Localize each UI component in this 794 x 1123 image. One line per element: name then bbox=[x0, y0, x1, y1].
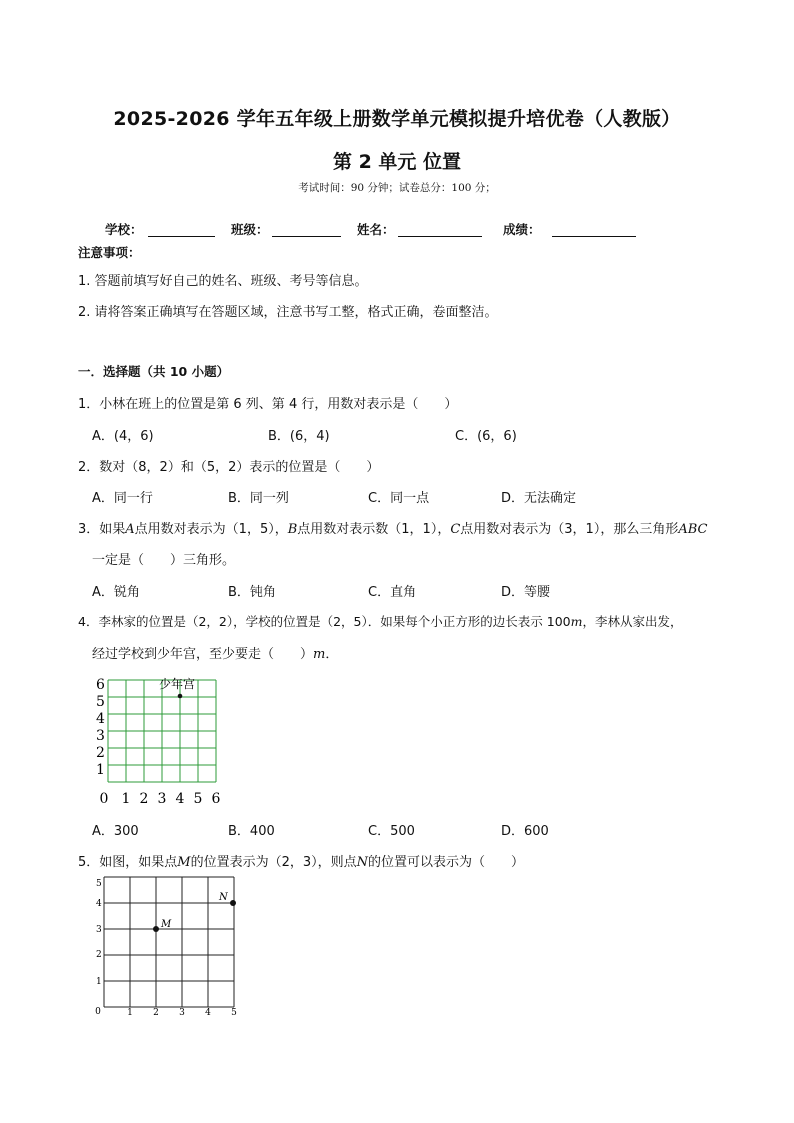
q4-option-b[interactable]: B．400 bbox=[228, 824, 275, 839]
class-blank[interactable] bbox=[272, 236, 341, 237]
y-tick: 1 bbox=[96, 762, 105, 778]
y-tick: 4 bbox=[96, 899, 102, 909]
youth-palace-label: 少年宫 bbox=[159, 677, 196, 691]
q4-x-ticks bbox=[100, 791, 221, 807]
x-tick: 3 bbox=[179, 1008, 185, 1018]
triangle-label: ABC bbox=[678, 522, 708, 537]
question-4-stem: 4．李林家的位置是（2，2），学校的位置是（2，5）．如果每个小正方形的边长表示 100m，李林从家出发， bbox=[78, 614, 683, 629]
point-c-label: C bbox=[450, 522, 461, 537]
q4-option-d[interactable]: D．600 bbox=[501, 824, 549, 839]
question-4-stem-line2: 经过学校到少年宫，至少要走（ ）m． bbox=[92, 647, 339, 662]
name-blank[interactable] bbox=[398, 236, 482, 237]
x-tick: 4 bbox=[175, 791, 185, 807]
q2-option-c[interactable]: C．同一点 bbox=[368, 491, 430, 506]
x-tick: 5 bbox=[193, 791, 203, 807]
mn-grid-figure bbox=[88, 872, 248, 1022]
notes-heading: 注意事项： bbox=[78, 245, 141, 260]
score-blank[interactable] bbox=[552, 236, 636, 237]
y-tick: 2 bbox=[96, 745, 105, 761]
q4-option-a[interactable]: A．300 bbox=[92, 824, 139, 839]
score-label: 成绩： bbox=[503, 222, 541, 237]
x-tick: 3 bbox=[157, 791, 167, 807]
q1-option-b[interactable]: B．(6，4) bbox=[268, 429, 330, 444]
q1-option-a[interactable]: A．(4，6) bbox=[92, 429, 154, 444]
school-label: 学校： bbox=[105, 222, 143, 237]
point-n-label: N bbox=[356, 855, 369, 870]
q5-grid bbox=[104, 877, 234, 1007]
q3-option-c[interactable]: C．直角 bbox=[368, 585, 417, 600]
y-tick: 3 bbox=[96, 925, 102, 935]
q5-x-ticks bbox=[95, 1007, 237, 1018]
q1-option-c[interactable]: C．(6，6) bbox=[455, 429, 517, 444]
unit-subtitle: 第 2 单元 位置 bbox=[332, 151, 462, 173]
q3-option-d[interactable]: D．等腰 bbox=[501, 585, 551, 600]
x-tick: 0 bbox=[99, 791, 109, 807]
point-m-text: M bbox=[161, 919, 172, 930]
x-tick: 1 bbox=[121, 791, 131, 807]
exam-info: 考试时间：90 分钟；试卷总分：100 分； bbox=[298, 182, 496, 194]
name-label: 姓名： bbox=[357, 222, 395, 237]
q2-option-d[interactable]: D．无法确定 bbox=[501, 491, 577, 506]
page-title: 2025-2026 学年五年级上册数学单元模拟提升培优卷（人教版） bbox=[113, 108, 681, 130]
question-1-stem: 1．小林在班上的位置是第 6 列、第 4 行，用数对表示是（ ） bbox=[78, 397, 458, 412]
class-label: 班级： bbox=[231, 222, 269, 237]
y-tick: 6 bbox=[96, 677, 105, 693]
x-tick: 6 bbox=[211, 791, 221, 807]
point-n-text: N bbox=[219, 892, 228, 903]
point-n bbox=[230, 900, 236, 906]
y-tick: 3 bbox=[96, 728, 105, 744]
q4-grid bbox=[108, 680, 216, 782]
question-5-stem: 5．如图，如果点M的位置表示为（2，3），则点N的位置可以表示为（ ） bbox=[78, 855, 525, 870]
question-3-stem-line2: 一定是（ ）三角形。 bbox=[92, 553, 236, 568]
x-tick: 2 bbox=[153, 1008, 159, 1018]
x-tick: 1 bbox=[127, 1008, 133, 1018]
q3-option-a[interactable]: A．锐角 bbox=[92, 585, 140, 600]
note-item: 1. 答题前填写好自己的姓名、班级、考号等信息。 bbox=[78, 274, 368, 289]
y-tick: 1 bbox=[96, 977, 102, 987]
youth-palace-grid-figure bbox=[90, 672, 230, 810]
question-2-stem: 2．数对（8，2）和（5，2）表示的位置是（ ） bbox=[78, 460, 380, 475]
q4-option-c[interactable]: C．500 bbox=[368, 824, 415, 839]
x-tick: 5 bbox=[231, 1008, 237, 1018]
point-b-label: B bbox=[287, 522, 298, 537]
point-m-label: M bbox=[177, 855, 191, 870]
x-tick: 0 bbox=[95, 1007, 101, 1017]
y-tick: 5 bbox=[96, 694, 105, 710]
section-heading: 一．选择题（共 10 小题） bbox=[78, 364, 230, 379]
y-tick: 2 bbox=[96, 950, 102, 960]
point-m bbox=[153, 926, 159, 932]
youth-palace-point bbox=[178, 694, 183, 699]
q5-y-ticks bbox=[96, 879, 102, 987]
point-a-label: A bbox=[125, 522, 135, 537]
x-tick: 2 bbox=[139, 791, 149, 807]
y-tick: 4 bbox=[96, 711, 105, 727]
x-tick: 4 bbox=[205, 1008, 211, 1018]
q4-y-ticks bbox=[96, 677, 105, 778]
school-blank[interactable] bbox=[148, 236, 215, 237]
question-3-stem: 3．如果A点用数对表示为（1，5），B点用数对表示数（1，1），C点用数对表示为（3，1），那么三角形ABC bbox=[78, 522, 708, 537]
y-tick: 5 bbox=[96, 879, 102, 889]
note-item: 2. 请将答案正确填写在答题区域，注意书写工整，格式正确，卷面整洁。 bbox=[78, 305, 498, 320]
q3-option-b[interactable]: B．钝角 bbox=[228, 585, 276, 600]
q2-option-a[interactable]: A．同一行 bbox=[92, 491, 153, 506]
q2-option-b[interactable]: B．同一列 bbox=[228, 491, 289, 506]
